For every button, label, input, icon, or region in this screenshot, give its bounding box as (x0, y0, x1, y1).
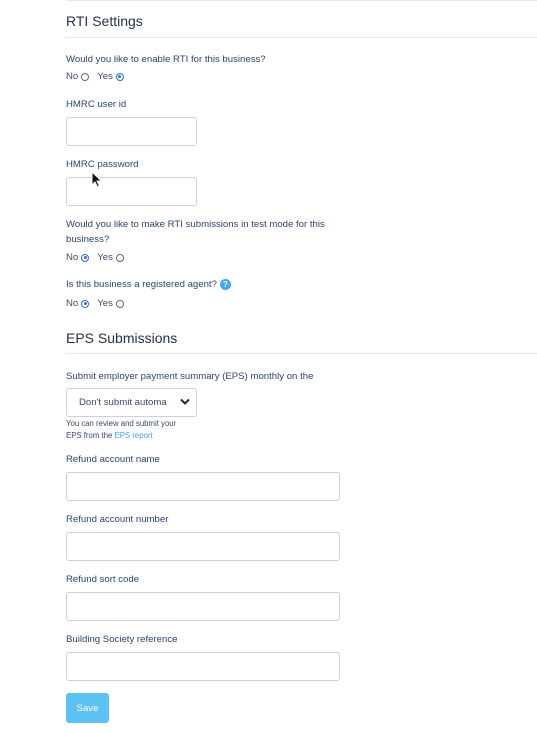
eps-hint (66, 418, 176, 442)
test-mode-radio-group (66, 252, 132, 263)
refund-account-name-label: Refund account name (66, 454, 160, 465)
eps-submit-select[interactable] (66, 388, 197, 417)
test-mode-yes-option[interactable] (97, 252, 124, 263)
save-button[interactable]: Save (66, 693, 109, 723)
test-mode-no-label: No (66, 252, 79, 263)
eps-section-title: EPS Submissions (66, 330, 178, 346)
test-mode-yes-radio[interactable] (116, 254, 124, 262)
eps-hint-line1: You can review and submit your (66, 419, 177, 428)
refund-account-number-input[interactable] (66, 532, 340, 561)
registered-agent-yes-radio[interactable] (116, 300, 124, 308)
enable-rti-yes-label: Yes (97, 71, 113, 82)
enable-rti-no-option[interactable] (66, 71, 89, 82)
eps-report-link[interactable]: EPS report (114, 431, 153, 440)
building-society-reference-label: Building Society reference (66, 634, 178, 645)
registered-agent-radio-group (66, 298, 132, 309)
eps-hint-line2: EPS from the (66, 431, 115, 440)
chevron-down-icon (180, 398, 190, 406)
top-divider (66, 0, 537, 1)
enable-rti-no-radio[interactable] (81, 73, 89, 81)
enable-rti-no-label: No (66, 71, 79, 82)
registered-agent-question-text: Is this business a registered agent? (66, 279, 217, 290)
enable-rti-yes-radio[interactable] (116, 73, 124, 81)
eps-section-divider (66, 353, 537, 354)
registered-agent-no-option[interactable] (66, 298, 89, 309)
refund-account-number-label: Refund account number (66, 514, 169, 525)
test-mode-question-line1: Would you like to make RTI submissions in test mode for this (66, 219, 325, 230)
test-mode-question (66, 217, 325, 247)
hmrc-user-id-label: HMRC user id (66, 99, 127, 110)
rti-section-title: RTI Settings (66, 13, 143, 29)
enable-rti-radio-group (66, 71, 132, 82)
rti-section-divider (66, 37, 537, 38)
building-society-reference-input[interactable] (66, 652, 340, 681)
eps-submit-label: Submit employer payment summary (EPS) monthly on the (66, 371, 314, 382)
mouse-cursor-icon (91, 171, 103, 188)
hmrc-password-input[interactable] (66, 177, 197, 206)
question-circle-icon[interactable]: ? (220, 279, 231, 290)
enable-rti-yes-option[interactable] (97, 71, 124, 82)
eps-submit-select-value: Don't submit automa (79, 397, 167, 408)
enable-rti-question: Would you like to enable RTI for this business? (66, 54, 266, 65)
registered-agent-no-radio[interactable] (81, 300, 89, 308)
test-mode-no-radio[interactable] (81, 254, 89, 262)
registered-agent-question (66, 277, 231, 292)
test-mode-no-option[interactable] (66, 252, 89, 263)
refund-account-name-input[interactable] (66, 472, 340, 501)
registered-agent-no-label: No (66, 298, 79, 309)
refund-sort-code-label: Refund sort code (66, 574, 140, 585)
test-mode-question-line2: business? (66, 234, 110, 245)
test-mode-yes-label: Yes (97, 252, 113, 263)
registered-agent-yes-option[interactable] (97, 298, 124, 309)
hmrc-user-id-input[interactable] (66, 117, 197, 146)
registered-agent-yes-label: Yes (97, 298, 113, 309)
hmrc-password-label: HMRC password (66, 159, 139, 170)
refund-sort-code-input[interactable] (66, 592, 340, 621)
